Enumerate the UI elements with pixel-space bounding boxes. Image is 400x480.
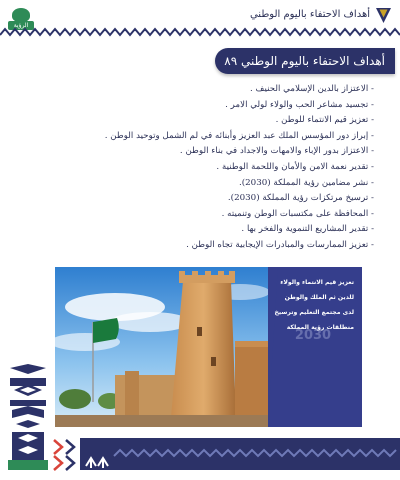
logo-leaf-shape bbox=[12, 8, 30, 22]
list-item: - تقدير المشاريع التنموية والفخر بها . bbox=[241, 224, 374, 235]
list-item: - تعزيز قيم الانتماء للوطن . bbox=[275, 115, 374, 126]
list-item: - المحافظة على مكتسبات الوطن وتنميته . bbox=[221, 208, 374, 219]
emblem-icon bbox=[375, 7, 392, 24]
photo-caption: تعزيز قيم الانتماء والولاء للدين ثم الملك والوطن لدى مجتمع التعليم وترسيخ منطلقات رؤية المملكة bbox=[274, 279, 354, 331]
photo-panel bbox=[55, 267, 362, 427]
list-item: - الاعتزاز بالدين الإسلامي الحنيف . bbox=[249, 84, 374, 94]
vision-2030-logo: 2030 bbox=[294, 328, 332, 343]
list-item: - إبراز دور المؤسس الملك عبد العزيز وأبنائه في لم الشمل وتوحيد الوطن . bbox=[104, 130, 374, 141]
logo-text: الرؤية bbox=[8, 21, 34, 30]
bottom-pattern-band bbox=[48, 436, 400, 472]
header-title: أهداف الاحتفاء باليوم الوطني bbox=[249, 9, 370, 20]
list-item: - نشر مضامين رؤية المملكة (2030). bbox=[239, 177, 374, 188]
header-zigzag-border bbox=[0, 27, 400, 37]
list-item: - ترسيخ مرتكزات رؤية المملكة (2030). bbox=[227, 193, 374, 204]
top-header bbox=[0, 0, 400, 38]
objectives-list bbox=[74, 82, 374, 254]
list-item: - تقدير نعمة الامن والأمان واللحمة الوطنية . bbox=[216, 161, 374, 172]
list-item: - تعزيز الممارسات والمبادرات الإيجابية تجاه الوطن . bbox=[186, 239, 374, 250]
list-item: - الاعتزاز بدور الإباء والامهات والاجداد في بناء الوطن . bbox=[179, 146, 374, 157]
section-title: أهداف الاحتفاء باليوم الوطني ٨٩ bbox=[215, 48, 395, 74]
left-pattern-decoration bbox=[8, 364, 48, 470]
list-item: - تجسيد مشاعر الحب والولاء لولي الامر . bbox=[225, 99, 374, 110]
